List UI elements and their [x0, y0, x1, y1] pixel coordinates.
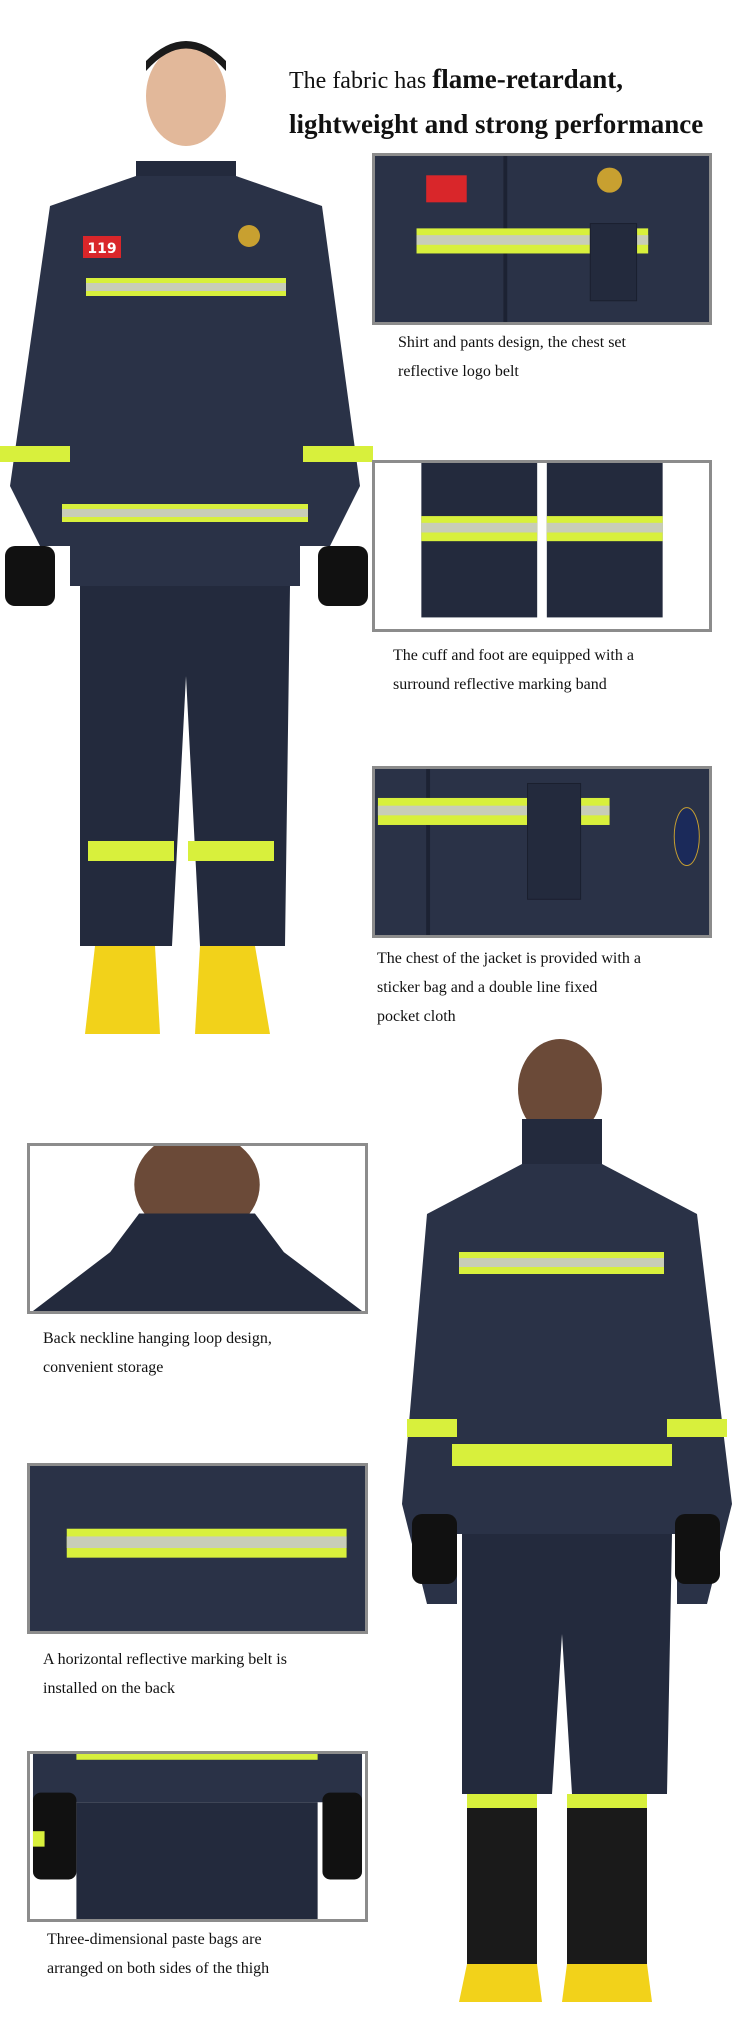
- detail-photo-cuff-band: [372, 460, 712, 632]
- badge-119: 119: [87, 241, 117, 257]
- feature-caption-1: Shirt and pants design, the chest set reflective logo belt: [398, 334, 626, 380]
- detail-photo-chest-logo: [372, 153, 712, 325]
- feature-caption-4: Back neckline hanging loop design, convenient storage: [43, 1330, 272, 1376]
- headline-line2: lightweight and strong performance: [289, 109, 704, 139]
- front-suit-photo: [0, 26, 373, 1040]
- feature-caption-5: A horizontal reflective marking belt is installed on the back: [43, 1651, 287, 1697]
- back-suit-photo: [397, 1034, 735, 2002]
- detail-photo-thigh-pockets: [27, 1751, 368, 1922]
- headline-emphasis: flame-retardant,: [432, 64, 623, 94]
- feature-caption-6: Three-dimensional paste bags are arranged on both sides of the thigh: [47, 1931, 270, 1977]
- feature-caption-2: The cuff and foot are equipped with a surround reflective marking band: [393, 647, 634, 693]
- detail-photo-chest-pocket: [372, 766, 712, 938]
- headline-prefix: The fabric has: [289, 68, 427, 94]
- detail-photo-back-belt: [27, 1463, 368, 1634]
- detail-photo-back-neckline: [27, 1143, 368, 1314]
- feature-caption-3: The chest of the jacket is provided with a sticker bag and a double line fixed pocket cloth: [377, 950, 641, 1025]
